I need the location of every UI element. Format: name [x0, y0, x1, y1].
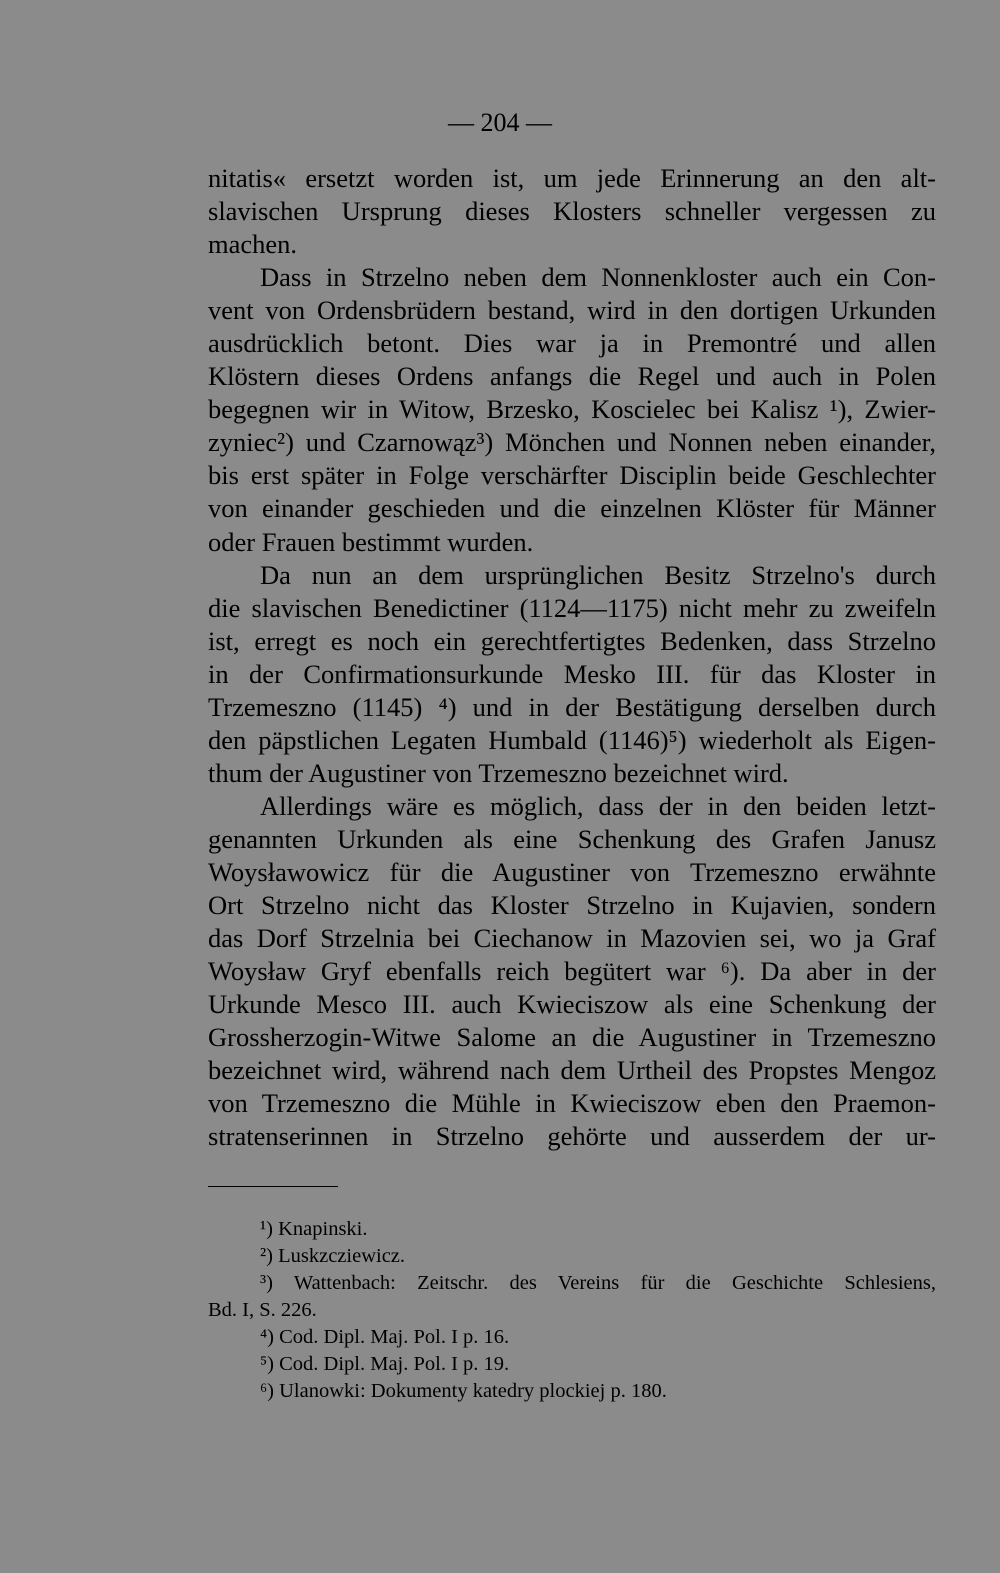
- footnote: ³) Wattenbach: Zeitschr. des Vereins für die Geschichte Schlesiens,: [260, 1272, 936, 1294]
- text-line: das Dorf Strzelnia bei Ciechanow in Mazovien sei, wo ja Graf: [208, 923, 936, 954]
- footnote: ⁴) Cod. Dipl. Maj. Pol. I p. 16.: [260, 1326, 510, 1348]
- text-line: in der Confirmationsurkunde Mesko III. für das Kloster in: [208, 658, 936, 689]
- text-line: Allerdings wäre es möglich, dass der in den beiden letzt-: [260, 790, 936, 821]
- text-line: Urkunde Mesco III. auch Kwieciszow als eine Schenkung der: [208, 989, 936, 1020]
- footnote: ⁵) Cod. Dipl. Maj. Pol. I p. 19.: [260, 1353, 510, 1375]
- text-line: thum der Augustiner von Trzemeszno bezeichnet wird.: [208, 757, 789, 788]
- text-line: bis erst später in Folge verschärfter Disciplin beide Geschlechter: [208, 460, 936, 491]
- text-line: Trzemeszno (1145) ⁴) und in der Bestätigung derselben durch: [208, 691, 936, 722]
- text-line: nitatis« ersetzt worden ist, um jede Erinnerung an den alt-: [208, 163, 936, 193]
- footnote: ⁶) Ulanowki: Dokumenty katedry plockiej p. 180.: [260, 1380, 667, 1402]
- text-line: den päpstlichen Legaten Humbald (1146)⁵) wiederholt als Eigen-: [208, 724, 936, 755]
- text-line: oder Frauen bestimmt wurden.: [208, 526, 534, 557]
- footnote: Bd. I, S. 226.: [208, 1299, 317, 1321]
- text-line: genannten Urkunden als eine Schenkung des Grafen Janusz: [208, 823, 936, 854]
- text-line: stratenserinnen in Strzelno gehörte und ausserdem der ur-: [208, 1121, 936, 1152]
- page-number: — 204 —: [448, 108, 552, 137]
- footnote: ²) Luskzcziewicz.: [260, 1245, 406, 1267]
- text-line: ausdrücklich betont. Dies war ja in Premontré und allen: [208, 328, 936, 359]
- text-line: machen.: [208, 229, 298, 260]
- footnote-rule: [208, 1186, 338, 1187]
- text-line: von Trzemeszno die Mühle in Kwieciszow eben den Praemon-: [208, 1088, 936, 1119]
- text-line: Da nun an dem ursprünglichen Besitz Strzelno's durch: [260, 559, 936, 590]
- text-line: von einander geschieden und die einzelnen Klöster für Männer: [208, 493, 936, 524]
- text-line: zyniec²) und Czarnowąz³) Mönchen und Nonnen neben einander,: [208, 427, 936, 458]
- text-line: Klöstern dieses Ordens anfangs die Regel und auch in Polen: [208, 361, 936, 392]
- text-line: Dass in Strzelno neben dem Nonnenkloster auch ein Con-: [260, 262, 936, 293]
- footnote: ¹) Knapinski.: [260, 1218, 368, 1240]
- text-line: vent von Ordensbrüdern bestand, wird in den dortigen Urkunden: [208, 295, 936, 326]
- body-text: [208, 162, 936, 1153]
- text-line: Woysław Gryf ebenfalls reich begütert war ⁶). Da aber in der: [208, 956, 936, 987]
- text-line: slavischen Ursprung dieses Klosters schneller vergessen zu: [208, 196, 936, 227]
- text-line: ist, erregt es noch ein gerechtfertigtes Bedenken, dass Strzelno: [208, 625, 936, 656]
- text-line: Grossherzogin-Witwe Salome an die Augustiner in Trzemeszno: [208, 1022, 936, 1053]
- text-line: die slavischen Benedictiner (1124—1175) nicht mehr zu zweifeln: [208, 592, 936, 623]
- text-line: Woysławowicz für die Augustiner von Trzemeszno erwähnte: [208, 856, 936, 887]
- footnotes: [208, 1216, 936, 1405]
- text-line: bezeichnet wird, während nach dem Urtheil des Propstes Mengoz: [208, 1055, 936, 1086]
- text-line: begegnen wir in Witow, Brzesko, Koscielec bei Kalisz ¹), Zwier-: [208, 394, 936, 425]
- text-line: Ort Strzelno nicht das Kloster Strzelno in Kujavien, sondern: [208, 890, 936, 921]
